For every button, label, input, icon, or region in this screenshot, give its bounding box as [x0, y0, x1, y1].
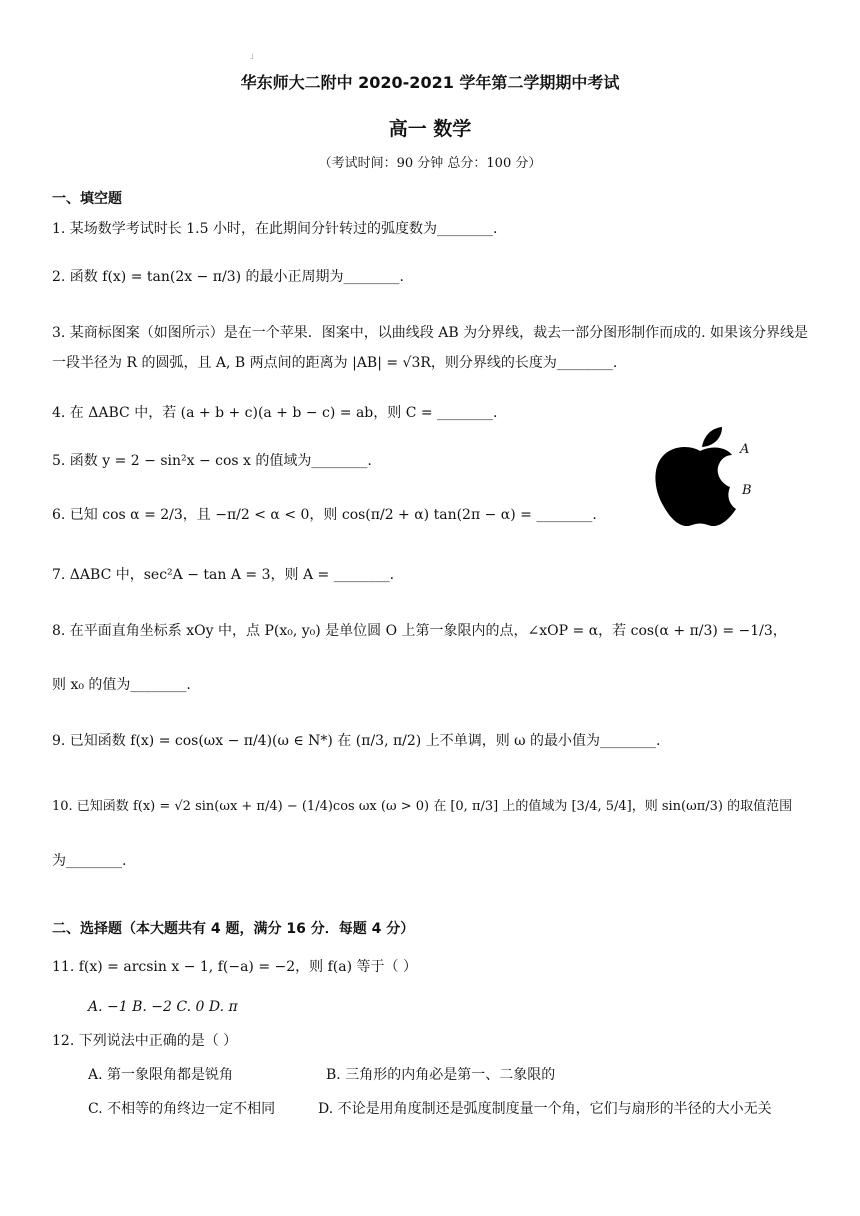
- question-12-option-b: B. 三角形的内角必是第一、二象限的: [326, 1067, 556, 1083]
- question-6: 6. 已知 cos α = 2/3，且 −π/2 < α < 0，则 cos(π/2 + α) tan(2π − α) = ________.: [52, 507, 597, 523]
- question-5: 5. 函数 y = 2 − sin²x − cos x 的值域为________.: [52, 453, 372, 469]
- question-3: 3. 某商标图案（如图所示）是在一个苹果．图案中，以曲线段 AB 为分界线，裁去一部分图形制作而成的. 如果该分界线是一段半径为 R 的圆弧，且 A, B 两点间的距离为 |AB| = √3R，则分界线的长度为________.: [52, 325, 809, 371]
- point-b-label: B: [742, 483, 752, 498]
- exam-title: 华东师大二附中 2020-2021 学年第二学期期中考试: [240, 73, 620, 92]
- question-8-continued: 则 x₀ 的值为________.: [52, 677, 191, 693]
- exam-subtitle: 高一 数学: [388, 118, 472, 140]
- question-12-option-d: D. 不论是用角度制还是弧度制度量一个角，它们与扇形的半径的大小无关: [318, 1101, 772, 1117]
- question-9: 9. 已知函数 f(x) = cos(ωx − π/4)(ω ∈ N*) 在 (π/3, π/2) 上不单调，则 ω 的最小值为________.: [52, 733, 661, 749]
- question-4: 4. 在 ΔABC 中，若 (a + b + c)(a + b − c) = ab，则 C = ________.: [52, 405, 498, 421]
- question-11-options: A. −1 B. −2 C. 0 D. π: [88, 999, 238, 1015]
- section-fill-in-title: 一、填空题: [52, 191, 122, 207]
- section-choice-title: 二、选择题（本大题共有 4 题，满分 16 分．每题 4 分）: [52, 921, 415, 937]
- apple-leaf: [702, 427, 722, 447]
- question-12-option-a: A. 第一象限角都是锐角: [88, 1067, 234, 1083]
- question-10: 10. 已知函数 f(x) = √2 sin(ωx + π/4) − (1/4)cos ωx (ω > 0) 在 [0, π/3] 上的值域为 [3/4, 5/4]，则 sin(ωπ/3) 的取值范围: [52, 799, 793, 814]
- question-7: 7. ΔABC 中，sec²A − tan A = 3，则 A = ________.: [52, 567, 395, 583]
- apple-logo-figure: [650, 425, 770, 530]
- point-a-label: A: [740, 442, 750, 457]
- question-2: 2. 函数 f(x) = tan(2x − π/3) 的最小正周期为________.: [52, 269, 404, 285]
- corner-mark: 」: [250, 51, 258, 60]
- question-10-continued: 为________.: [52, 853, 127, 869]
- question-1: 1. 某场数学考试时长 1.5 小时，在此期间分针转过的弧度数为________.: [52, 221, 498, 237]
- exam-info: （考试时间：90 分钟 总分：100 分）: [318, 156, 542, 171]
- question-8: 8. 在平面直角坐标系 xOy 中，点 P(x₀, y₀) 是单位圆 O 上第一象限内的点，∠xOP = α，若 cos(α + π/3) = −1/3，: [52, 623, 787, 639]
- question-12-option-c: C. 不相等的角终边一定不相同: [88, 1101, 276, 1117]
- apple-body: [655, 447, 736, 526]
- question-11: 11. f(x) = arcsin x − 1, f(−a) = −2，则 f(a) 等于（ ）: [52, 959, 417, 975]
- question-12: 12. 下列说法中正确的是（ ）: [52, 1033, 238, 1049]
